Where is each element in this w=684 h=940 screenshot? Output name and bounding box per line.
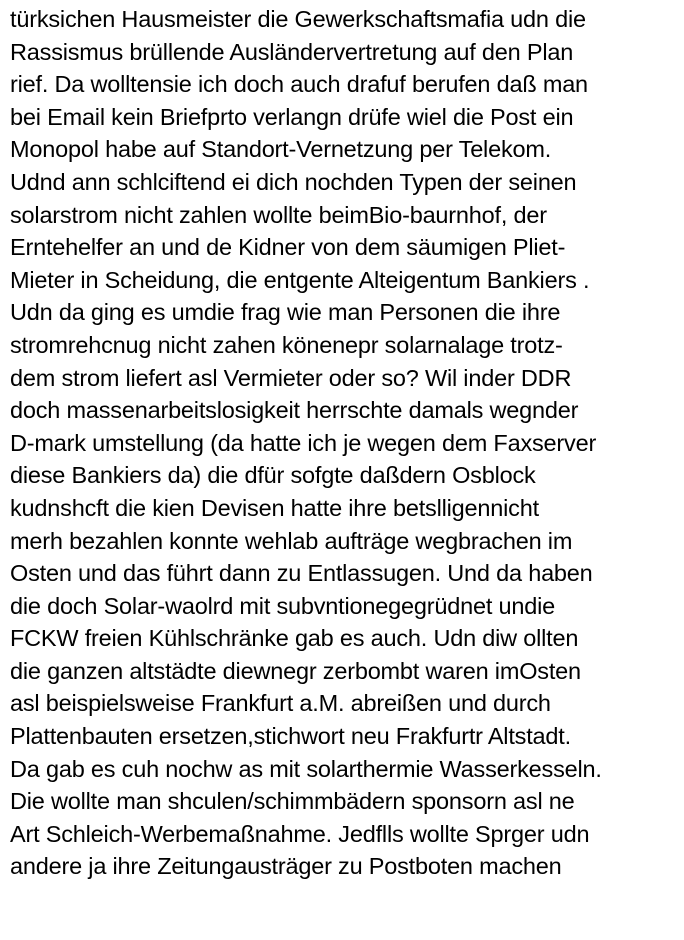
text-line: Art Schleich-Werbemaßnahme. Jedflls wollte Sprger udn — [10, 820, 590, 847]
text-line: rief. Da wolltensie ich doch auch drafuf berufen daß man — [10, 71, 588, 98]
text-line: andere ja ihre Zeitungausträger zu Postboten machen — [10, 853, 562, 880]
text-line: dem strom liefert asl Vermieter oder so? Wil inder DDR — [10, 364, 572, 391]
text-line: Erntehelfer an und de Kidner von dem säumigen Pliet- — [10, 234, 566, 261]
text-line: Plattenbauten ersetzen,stichwort neu Frakfurtr Altstadt. — [10, 723, 571, 750]
text-line: solarstrom nicht zahlen wollte beimBio-baurnhof, der — [10, 201, 547, 228]
text-line: FCKW freien Kühlschränke gab es auch. Udn diw ollten — [10, 625, 579, 652]
text-line: merh bezahlen konnte wehlab aufträge wegbrachen im — [10, 527, 573, 554]
text-line: Da gab es cuh nochw as mit solarthermie Wasserkesseln. — [10, 755, 602, 782]
text-line: doch massenarbeitslosigkeit herrschte damals wegnder — [10, 397, 579, 424]
text-line: D-mark umstellung (da hatte ich je wegen dem Faxserver — [10, 429, 597, 456]
text-line: Osten und das führt dann zu Entlassugen. Und da haben — [10, 560, 593, 587]
text-line: Die wollte man shculen/schimmbädern sponsorn asl ne — [10, 788, 575, 815]
text-line: Udn da ging es umdie frag wie man Personen die ihre — [10, 299, 561, 326]
text-line: kudnshcft die kien Devisen hatte ihre betslligennicht — [10, 494, 539, 521]
text-line: bei Email kein Briefprto verlangn drüfe wiel die Post ein — [10, 103, 574, 130]
text-line: diese Bankiers da) die dfür sofgte daßdern Osblock — [10, 462, 536, 489]
text-line: Monopol habe auf Standort-Vernetzung per Telekom. — [10, 136, 552, 163]
text-line: stromrehcnug nicht zahen könenepr solarnalage trotz- — [10, 331, 563, 358]
text-line: die ganzen altstädte diewnegr zerbombt waren imOsten — [10, 657, 581, 684]
text-line: asl beispielsweise Frankfurt a.M. abreißen und durch — [10, 690, 551, 717]
text-line: türksichen Hausmeister die Gewerkschaftsmafia udn die — [10, 6, 586, 32]
text-line: Rassismus brüllende Ausländervertretung auf den Plan — [10, 38, 574, 65]
text-line: Udnd ann schlciftend ei dich nochden Typen der seinen — [10, 168, 577, 195]
text-line: Mieter in Scheidung, die entgente Alteigentum Bankiers . — [10, 266, 590, 293]
text-line: die doch Solar-waolrd mit subvntionegegrüdnet undie — [10, 592, 556, 619]
